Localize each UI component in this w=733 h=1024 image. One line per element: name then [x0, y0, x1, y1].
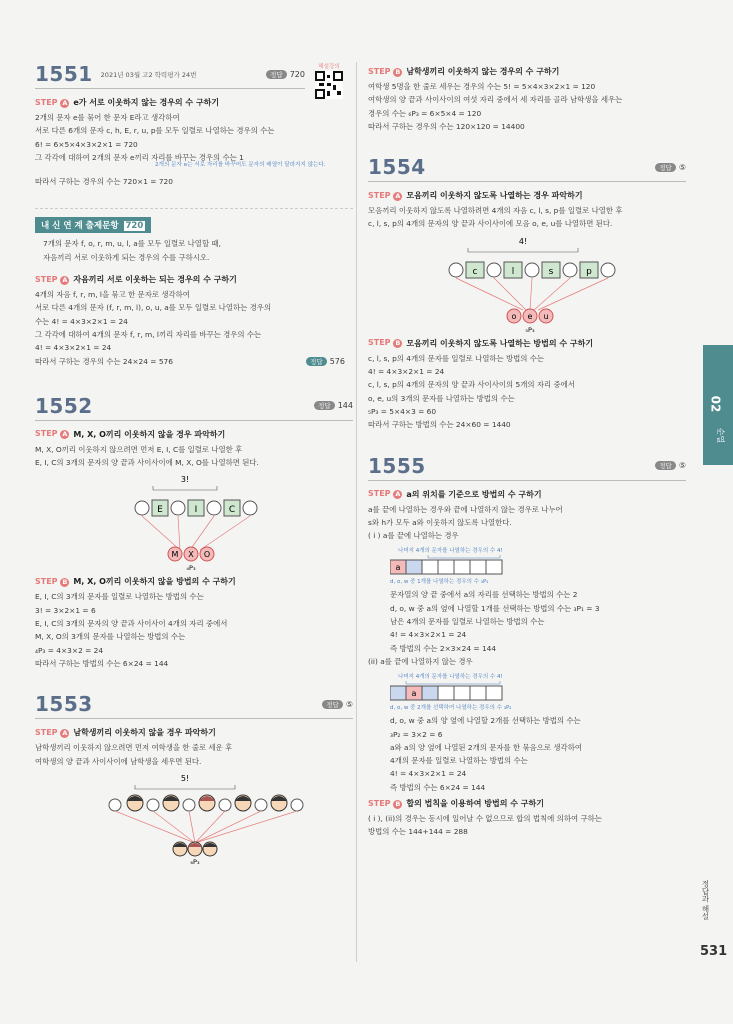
text-line: 경우의 수는 ₆P₃ = 6×5×4 = 120	[368, 108, 482, 118]
letter-box-label: C	[228, 505, 236, 516]
answer-value: ⑤	[345, 699, 353, 709]
answer-badge: 정답	[314, 401, 335, 410]
text-line: 4! = 4×3×2×1 = 24	[35, 343, 112, 353]
step-a-title: a의 위치를 기준으로 방법의 수 구하기	[406, 489, 542, 499]
answer-tag	[655, 461, 686, 470]
letter-circle-label: e	[527, 311, 533, 321]
right-column	[368, 62, 686, 839]
text-line: E, I, C의 3개의 문자를 일렬로 나열하는 방법의 수는	[35, 592, 204, 602]
empty-slot	[470, 686, 486, 700]
step-a-heading	[368, 190, 686, 201]
page-number: 531	[700, 944, 728, 959]
step-label: STEP B	[368, 799, 402, 809]
text-line: M, X, O의 3개의 문자를 나열하는 방법의 수는	[35, 632, 186, 642]
text-line: 남은 4개의 문자를 일렬로 나열하는 방법의 수는	[390, 617, 545, 627]
step-label: STEP B	[368, 67, 402, 77]
step-a-title: M, X, O끼리 이웃하지 않을 경우 파악하기	[73, 429, 226, 439]
empty-slot	[454, 686, 470, 700]
problem-header-1551	[35, 62, 305, 89]
text-line: c, l, s, p의 4개의 문자의 양 끝과 사이사이의 5개의 자리 중에서	[368, 380, 575, 390]
answer-tag	[314, 401, 353, 410]
letter-box-label: s	[548, 266, 554, 277]
case-heading: (ii) a를 끝에 나열하지 않는 경우	[368, 656, 473, 666]
bracket	[406, 681, 500, 684]
answer-badge: 정답	[655, 163, 676, 172]
left-column	[35, 62, 353, 869]
bracket	[428, 555, 500, 558]
text-line: o, e, u의 3개의 문자를 나열하는 방법의 수는	[368, 393, 515, 403]
text-line: ₃P₂ = 3×2 = 6	[390, 729, 443, 739]
step-a-title: e가 서로 이웃하지 않는 경우의 수 구하기	[73, 98, 220, 107]
step-label: STEP A	[35, 727, 68, 737]
empty-slot	[470, 560, 486, 574]
chapter-label: 순열	[716, 427, 726, 444]
bracket	[153, 486, 217, 490]
answer-tag	[306, 357, 345, 366]
step-b-title: M, X, O끼리 이웃하지 않을 방법의 수 구하기	[73, 577, 236, 587]
answer-section-label: 정답과 해설	[701, 880, 710, 920]
related-number: 720	[125, 221, 144, 232]
answer-tag	[266, 70, 305, 79]
empty-slot	[422, 560, 438, 574]
text-line: d, o, w 중 a의 옆에 나열할 1개를 선택하는 방법의 수는 ₃P₁ = 3	[390, 603, 600, 613]
selected-slot	[422, 686, 438, 700]
letter-box-label: l	[511, 266, 515, 277]
hint-note: 2개의 문자 e는 서로 자리를 바꾸어도 문자의 배열이 달라지지 않는다.	[155, 162, 326, 169]
arrangement-diagram-1554	[368, 234, 678, 334]
text-line: 여학생의 양 끝과 사이사이의 여섯 자리 중에서 세 자리를 골라 남학생을 세우는	[368, 95, 623, 105]
text-line: 따라서 구하는 경우의 수는 24×24 = 576	[35, 356, 173, 366]
text-line: 4개의 자음 f, r, m, l을 묶고 한 문자로 생각하여	[35, 290, 190, 300]
girls-row	[109, 795, 303, 811]
letter-box-label: a	[395, 563, 401, 573]
gap-slot	[601, 263, 615, 277]
step-letter: B	[60, 578, 69, 587]
chapter-tab[interactable]	[703, 345, 733, 465]
step-letter: B	[393, 800, 402, 809]
problem-number: 1555	[368, 453, 426, 478]
step-a-heading	[35, 97, 353, 108]
diagram-note: d, o, w 중 1개를 나열하는 경우의 수 ₃P₁	[390, 579, 489, 586]
gap-slot	[563, 263, 577, 277]
question-line: 자음끼리 서로 이웃하게 되는 경우의 수를 구하시오.	[43, 252, 210, 262]
step-letter: A	[62, 98, 68, 107]
text-line: ₅P₃ = 5×4×3 = 60	[368, 406, 437, 416]
step-a-title: 모음끼리 이웃하지 않도록 나열하는 경우 파악하기	[406, 191, 583, 201]
case2-diagram	[390, 671, 700, 711]
text-line: M, X, O끼리 이웃하지 않으려면 먼저 E, I, C를 일렬로 나열한 후	[35, 444, 243, 454]
answer-badge: 정답	[655, 461, 676, 470]
step-b-title: 모음끼리 이웃하지 않도록 나열하는 방법의 수 구하기	[406, 338, 594, 348]
gap-slot	[135, 501, 149, 515]
text-line: 서로 다른 6개의 문자 c, h, E, r, u, p를 모두 일렬로 나열하는 경우의 수는	[35, 126, 275, 136]
text-line: 4! = 4×3×2×1 = 24	[368, 367, 445, 377]
problem-header-1552	[35, 394, 353, 421]
step-a-heading	[35, 429, 353, 440]
text-line: 모음끼리 이웃하지 않도록 나열하려면 4개의 자음 c, l, s, p를 일렬로 나열한 후	[368, 206, 623, 216]
step-a-heading	[35, 727, 353, 738]
letter-circle-label: u	[543, 311, 549, 321]
case-heading: ( i ) a를 끝에 나열하는 경우	[368, 531, 459, 541]
diagram-note: 나머지 4개의 문자를 나열하는 경우의 수 4!	[398, 674, 503, 681]
text-line: ( i ), (ii)의 경우는 동시에 일어날 수 없으므로 합의 법칙에 의하여 구하는	[368, 814, 602, 824]
step-b-title: 남학생끼리 이웃하지 않는 경우의 수 구하기	[406, 67, 560, 76]
letter-circle-label: X	[188, 550, 194, 560]
diagram-note: d, o, w 중 2개를 선택하여 나열하는 경우의 수 ₃P₂	[390, 705, 512, 712]
arrows	[142, 516, 250, 550]
case1-diagram	[390, 545, 700, 585]
letter-box-label: c	[472, 266, 478, 277]
step-letter: A	[395, 191, 401, 200]
permutation-label: ₄P₃	[186, 564, 196, 573]
text-line: E, I, C의 3개의 문자의 양 끝과 사이사이에 M, X, O를 나열하면 된다.	[35, 458, 259, 468]
problem-header-1553	[35, 692, 353, 719]
step-letter: A	[62, 728, 68, 737]
answer-tag	[322, 700, 353, 709]
step-b-heading	[368, 798, 686, 809]
boys-row	[173, 842, 217, 856]
arrows	[115, 811, 297, 843]
gap-slot	[243, 501, 257, 515]
diagram-factorial: 5!	[180, 773, 190, 783]
step-a-title: 자음끼리 서로 이웃하는 되는 경우의 수 구하기	[73, 275, 237, 285]
step-b-heading	[368, 338, 686, 349]
problem-header-1555	[368, 454, 686, 481]
gap-slot	[171, 501, 185, 515]
text-line: 2개의 문자 e를 묶어 한 문자 E라고 생각하여	[35, 113, 180, 122]
step-a-heading	[368, 489, 686, 500]
step-letter: A	[62, 430, 68, 439]
text-line: s와 h가 모두 a와 이웃하지 않도록 나열한다.	[368, 517, 512, 527]
text-line: 4! = 4×3×2×1 = 24	[390, 630, 467, 640]
letter-circle-label: o	[511, 311, 517, 321]
text-line: 여학생 5명을 한 줄로 세우는 경우의 수는 5! = 5×4×3×2×1 = 120	[368, 82, 596, 91]
text-line: 3! = 3×2×1 = 6	[35, 605, 96, 615]
related-problem	[35, 208, 353, 367]
text-line: 그 각각에 대하여 4개의 문자 f, r, m, l끼리 자리를 바꾸는 경우의 수는	[35, 329, 262, 339]
text-line: 6! = 6×5×4×3×2×1 = 720	[35, 139, 138, 149]
bracket	[468, 248, 578, 252]
text-line: E, I, C의 3개의 문자의 양 끝과 사이사이 4개의 자리 중에서	[35, 619, 228, 629]
answer-badge: 정답	[266, 70, 287, 79]
step-letter: B	[393, 339, 402, 348]
text-line: a를 끝에 나열하는 경우와 끝에 나열하지 않는 경우로 나누어	[368, 504, 563, 514]
answer-value: 576	[329, 356, 345, 366]
text-line: 여학생의 양 끝과 사이사이에 남학생을 세우면 된다.	[35, 756, 202, 766]
empty-slot	[486, 686, 502, 700]
text-line: 문자열의 양 끝 중에서 a의 자리를 선택하는 방법의 수는 2	[390, 590, 578, 600]
empty-slot	[438, 686, 454, 700]
letter-box-label: E	[157, 505, 163, 516]
step-letter: A	[395, 490, 401, 499]
text-line: 4개의 문자를 일렬로 나열하는 방법의 수는	[390, 756, 528, 766]
answer-badge: 정답	[306, 357, 327, 366]
answer-value: 720	[289, 69, 305, 79]
related-banner	[35, 217, 151, 233]
gap-slot	[525, 263, 539, 277]
step-label: STEP B	[368, 338, 402, 348]
text-line: a와 a의 양 옆에 나열된 2개의 문자를 한 묶음으로 생각하여	[390, 742, 582, 752]
permutation-label: ₅P₃	[525, 325, 535, 334]
letter-circle-label: M	[171, 550, 179, 560]
answer-value: 144	[337, 401, 353, 411]
gap-slot	[449, 263, 463, 277]
problem-number: 1554	[368, 155, 426, 180]
gap-slot	[207, 501, 221, 515]
problem-number: 1552	[35, 393, 93, 418]
text-line: c, l, s, p의 4개의 문자를 일렬로 나열하는 방법의 수는	[368, 353, 545, 363]
text-line: 따라서 구하는 방법의 수는 6×24 = 144	[35, 658, 169, 668]
letter-box-label: p	[586, 266, 592, 277]
column-divider	[356, 62, 357, 962]
permutation-label: ₆P₃	[190, 857, 200, 866]
answer-value: ⑤	[678, 461, 686, 471]
problem-header-1554	[368, 155, 686, 182]
text-line: ₄P₃ = 4×3×2 = 24	[35, 645, 104, 655]
answer-value: ⑤	[678, 162, 686, 172]
text-line: 즉 방법의 수는 2×3×24 = 144	[390, 643, 497, 653]
text-line: 서로 다른 4개의 문자 (f, r, m, l), o, u, a를 모두 일렬로 나열하는 경우의	[35, 303, 272, 313]
text-line: 따라서 구하는 경우의 수는 120×120 = 14400	[368, 121, 525, 131]
problem-number: 1551	[35, 62, 93, 86]
diagram-factorial: 4!	[518, 236, 528, 246]
problem-source: 2021년 03월 고2 학력평가 24번	[100, 70, 197, 79]
answer-badge: 정답	[322, 700, 343, 709]
text-line: 4! = 4×3×2×1 = 24	[390, 769, 467, 779]
letter-circle-label: O	[203, 550, 211, 560]
arrows	[456, 278, 608, 310]
problem-number: 1553	[35, 692, 93, 717]
answer-tag	[655, 163, 686, 172]
letter-box-label: I	[194, 505, 198, 516]
step-label: STEP A	[368, 190, 401, 200]
empty-slot	[486, 560, 502, 574]
step-label: STEP A	[35, 429, 68, 439]
step-b-heading	[35, 576, 353, 587]
chapter-number: 02	[708, 395, 723, 413]
step-a-title: 남학생끼리 이웃하지 않을 경우 파악하기	[73, 728, 216, 738]
arrangement-diagram-1552	[35, 472, 345, 572]
text-line: 따라서 구하는 경우의 수는 720×1 = 720	[35, 177, 173, 187]
text-line: 즉 방법의 수는 6×24 = 144	[390, 782, 486, 792]
step-label: STEP B	[35, 577, 69, 587]
text-line: c, l, s, p의 4개의 문자의 양 끝과 사이사이에 모음 o, e, u를 나열하면 된다.	[368, 219, 613, 229]
text-line: 따라서 구하는 방법의 수는 24×60 = 1440	[368, 420, 511, 430]
text-line: 수는 4! = 4×3×2×1 = 24	[35, 316, 128, 326]
text-line: d, o, w 중 a의 양 옆에 나열할 2개를 선택하는 방법의 수는	[390, 716, 581, 726]
step-label: STEP A	[35, 97, 68, 107]
letter-box-label: a	[411, 689, 417, 699]
step-b-title: 합의 법칙을 이용하여 방법의 수 구하기	[406, 799, 544, 809]
step-letter: A	[62, 275, 68, 284]
student-arrangement-diagram	[35, 771, 345, 866]
diagram-note: 나머지 4개의 문자를 나열하는 경우의 수 4!	[398, 548, 503, 555]
step-b-heading	[368, 66, 686, 77]
empty-slot	[438, 560, 454, 574]
text-line: 그 각각에 대하여 2개의 문자 e끼리 자리를 바꾸는 경우의 수는 1	[35, 152, 244, 162]
diagram-factorial: 3!	[180, 475, 190, 485]
gap-slot	[487, 263, 501, 277]
step-label: STEP A	[368, 489, 401, 499]
step-label: STEP A	[35, 274, 68, 284]
text-line: 방법의 수는 144+144 = 288	[368, 827, 468, 837]
question-line: 7개의 문자 f, o, r, m, u, l, a를 모두 일렬로 나열할 때,	[43, 239, 221, 249]
empty-slot	[454, 560, 470, 574]
bracket	[135, 785, 235, 789]
step-letter: B	[393, 68, 402, 77]
related-label: 내 신 연 계 출제문항	[41, 221, 119, 232]
text-line: 남학생끼리 이웃하지 않으려면 먼저 여학생을 한 줄로 세운 후	[35, 743, 233, 753]
qr-label: 해설강의	[318, 64, 340, 70]
selected-slot	[406, 560, 422, 574]
step-a-heading	[35, 274, 353, 285]
selected-slot	[390, 686, 406, 700]
